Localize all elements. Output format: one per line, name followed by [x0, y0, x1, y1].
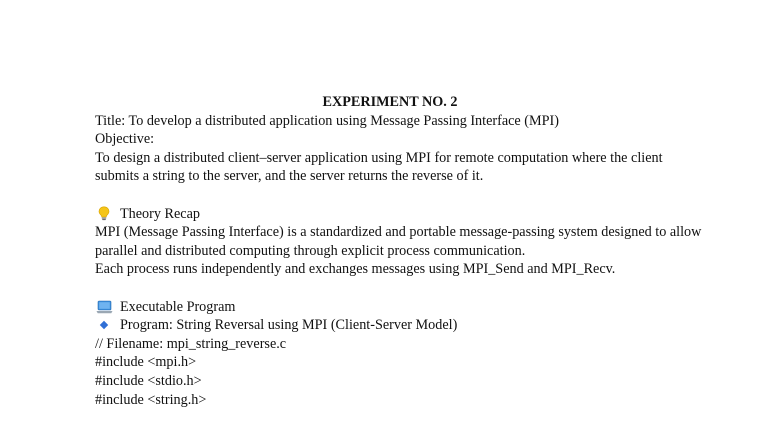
objective-label: Objective: [95, 131, 155, 148]
objective-text: To design a distributed client–server application using MPI for remote computation where the client submits a string to the server, and the server returns the reverse of it. [95, 149, 663, 185]
spacer [95, 279, 705, 298]
code-line: #include <mpi.h> [95, 354, 197, 371]
theory-heading-row [95, 205, 705, 224]
experiment-heading: EXPERIMENT NO. 2 [322, 94, 458, 110]
program-heading: Executable Program [120, 298, 236, 315]
theory-paragraph-2: Each process runs independently and exchanges messages using MPI_Send and MPI_Recv. [95, 261, 616, 278]
blue-diamond-icon [95, 317, 113, 333]
lightbulb-icon [95, 206, 113, 222]
code-line: // Filename: mpi_string_reverse.c [95, 335, 287, 352]
program-subheading: Program: String Reversal using MPI (Client-Server Model) [120, 317, 458, 334]
program-subheading-row [95, 316, 705, 335]
program-heading-row [95, 298, 705, 317]
code-line: #include <stdio.h> [95, 372, 202, 389]
theory-paragraph-1: MPI (Message Passing Interface) is a standardized and portable message-passing system designed to allow parallel and distributed computing through explicit process communication. [95, 224, 702, 259]
code-line: #include <string.h> [95, 391, 207, 408]
spacer [95, 186, 705, 205]
laptop-icon [95, 299, 113, 315]
document-page [95, 93, 705, 409]
title-line: Title: To develop a distributed application using Message Passing Interface (MPI) [95, 112, 559, 129]
theory-heading: Theory Recap [120, 205, 200, 222]
